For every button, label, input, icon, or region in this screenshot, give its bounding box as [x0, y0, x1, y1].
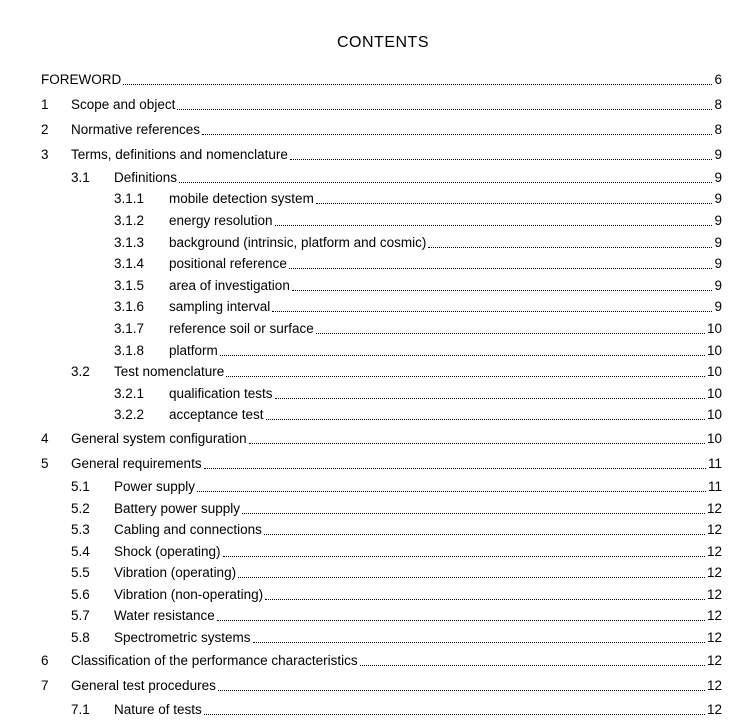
toc-entry[interactable] [41, 361, 722, 383]
toc-entry-number: 5 [41, 455, 49, 471]
toc-entry[interactable] [41, 541, 722, 563]
toc-entry-title: Water resistance [114, 608, 215, 624]
dot-leader [428, 246, 712, 248]
toc-entry-page: 10 [706, 320, 722, 336]
toc-entry-page: 9 [714, 212, 722, 228]
toc-entry[interactable] [41, 699, 722, 721]
toc-entry[interactable] [41, 563, 722, 585]
toc-entry-title: Spectrometric systems [114, 630, 251, 646]
dot-leader [218, 689, 705, 691]
dot-leader [217, 619, 705, 621]
toc-entry-number: 4 [41, 430, 49, 446]
toc-entry[interactable] [41, 232, 722, 254]
toc-entry-page: 9 [714, 277, 722, 293]
toc-entry-title: Battery power supply [114, 500, 241, 516]
toc-entry-page: 8 [714, 121, 722, 137]
toc-entry-page: 10 [706, 407, 722, 423]
toc-entry-page: 12 [706, 586, 722, 602]
toc-entry-number: 3.1.6 [114, 299, 145, 315]
toc-entry[interactable] [41, 318, 722, 340]
dot-leader [249, 442, 705, 444]
toc-entry[interactable] [41, 498, 722, 520]
toc-entry-title: Vibration (operating) [114, 565, 237, 581]
dot-leader [202, 133, 712, 135]
toc-entry[interactable] [41, 253, 722, 275]
dot-leader [264, 533, 705, 535]
dot-leader [253, 641, 705, 643]
toc-entry-number: 6 [41, 653, 49, 669]
toc-entry-title: Vibration (non-operating) [114, 586, 264, 602]
toc-entry-page: 9 [714, 191, 722, 207]
toc-entry-number: 3.1.1 [114, 191, 145, 207]
page-title: CONTENTS [337, 34, 429, 51]
toc-entry-number: 3.1.8 [114, 342, 145, 358]
dot-leader [197, 490, 706, 492]
toc-entry-title: Terms, definitions and nomenclature [71, 146, 288, 162]
toc-entry-page: 9 [714, 299, 722, 315]
toc-entry-title: background (intrinsic, platform and cosmic) [169, 234, 427, 250]
toc-entry-number: 1 [41, 96, 49, 112]
toc-entry-number: 5.7 [71, 608, 90, 624]
toc-entry-number: 5.4 [71, 543, 90, 559]
dot-leader [275, 224, 713, 226]
dot-leader [292, 289, 713, 291]
dot-leader [179, 181, 712, 183]
toc-entry-number: 5.2 [71, 500, 90, 516]
dot-leader [275, 397, 705, 399]
dot-leader [226, 375, 705, 377]
toc-entry-page: 10 [706, 364, 722, 380]
dot-leader [123, 83, 712, 85]
toc-entry-number: 3.2.1 [114, 385, 145, 401]
toc-entry-title: energy resolution [169, 212, 273, 228]
toc-entry-title: Classification of the performance characteristics [71, 653, 358, 669]
toc-entry[interactable] [41, 167, 722, 189]
toc-entry[interactable] [41, 674, 722, 699]
toc-entry[interactable] [41, 275, 722, 297]
dot-leader [316, 202, 713, 204]
toc-entry-title: Test nomenclature [114, 364, 225, 380]
toc-entry-title: positional reference [169, 256, 287, 272]
toc-entry-number: 2 [41, 121, 49, 137]
toc-entry-page: 8 [714, 96, 722, 112]
toc-entry-number: 5.1 [71, 478, 90, 494]
toc-entry-page: 9 [714, 146, 722, 162]
dot-leader [204, 713, 705, 715]
toc-entry[interactable] [41, 340, 722, 362]
toc-entry-page: 9 [714, 234, 722, 250]
toc-entry-number: 3.1.3 [114, 234, 145, 250]
toc-entry[interactable] [41, 606, 722, 628]
toc-entry-number: 3.2.2 [114, 407, 145, 423]
toc-entry[interactable] [41, 405, 722, 427]
toc-entry-number: 3.1.4 [114, 256, 145, 272]
dot-leader [266, 418, 705, 420]
dot-leader [238, 576, 705, 578]
toc-entry-page: 11 [707, 455, 722, 471]
toc-entry-title: Normative references [71, 121, 201, 137]
toc-entry-title: area of investigation [169, 277, 290, 293]
toc-entry-number: 7 [41, 678, 49, 694]
toc-entry-page: 6 [714, 71, 722, 87]
dot-leader [360, 664, 705, 666]
dot-leader [316, 332, 705, 334]
toc-entry-page: 10 [706, 430, 722, 446]
toc-entry[interactable] [41, 584, 722, 606]
toc-entry-title: platform [169, 342, 218, 358]
dot-leader [177, 108, 712, 110]
dot-leader [272, 310, 712, 312]
toc-entry-page: 12 [706, 630, 722, 646]
toc-entry-page: 12 [706, 701, 722, 717]
dot-leader [289, 267, 713, 269]
toc-entry[interactable] [41, 210, 722, 232]
table-of-contents [41, 67, 722, 720]
toc-entry-title: acceptance test [169, 407, 264, 423]
dot-leader [265, 598, 705, 600]
toc-entry-title: General requirements [71, 455, 202, 471]
toc-entry-title: FOREWORD [41, 71, 122, 87]
toc-entry[interactable] [41, 426, 722, 451]
dot-leader [204, 467, 706, 469]
toc-entry[interactable] [41, 476, 722, 498]
toc-entry-number: 5.6 [71, 586, 90, 602]
toc-entry-title: sampling interval [169, 299, 271, 315]
toc-entry[interactable] [41, 383, 722, 405]
toc-entry[interactable] [41, 92, 722, 117]
toc-entry-page: 12 [706, 500, 722, 516]
toc-entry-page: 10 [706, 342, 722, 358]
toc-entry-page: 10 [706, 385, 722, 401]
toc-entry[interactable] [41, 519, 722, 541]
toc-entry-number: 5.3 [71, 522, 90, 538]
toc-entry[interactable] [41, 189, 722, 211]
toc-entry-page: 12 [706, 543, 722, 559]
toc-entry-page: 12 [706, 608, 722, 624]
toc-entry-page: 12 [706, 522, 722, 538]
toc-entry-number: 7.1 [71, 701, 90, 717]
toc-entry-title: qualification tests [169, 385, 273, 401]
toc-entry[interactable] [41, 117, 722, 142]
toc-entry-title: Scope and object [71, 96, 176, 112]
toc-entry-number: 5.8 [71, 630, 90, 646]
toc-entry-title: General test procedures [71, 678, 216, 694]
toc-entry[interactable] [41, 297, 722, 319]
toc-entry-number: 3.2 [71, 364, 90, 380]
toc-entry-number: 3.1.2 [114, 212, 145, 228]
toc-entry-number: 3.1.5 [114, 277, 145, 293]
toc-entry[interactable] [41, 67, 722, 92]
toc-entry-title: mobile detection system [169, 191, 314, 207]
toc-entry-title: reference soil or surface [169, 320, 314, 336]
toc-entry-page: 11 [707, 478, 722, 494]
toc-entry[interactable] [41, 627, 722, 649]
toc-entry-number: 5.5 [71, 565, 90, 581]
toc-entry-title: Nature of tests [114, 701, 202, 717]
toc-entry[interactable] [41, 649, 722, 674]
dot-leader [242, 512, 705, 514]
dot-leader [223, 555, 705, 557]
toc-entry-title: General system configuration [71, 430, 247, 446]
toc-entry-page: 12 [706, 653, 722, 669]
dot-leader [290, 158, 713, 160]
toc-entry-page: 9 [714, 169, 722, 185]
toc-entry-page: 12 [706, 565, 722, 581]
dot-leader [220, 354, 705, 356]
toc-entry-title: Definitions [114, 169, 178, 185]
toc-entry[interactable] [41, 142, 722, 167]
toc-entry-title: Cabling and connections [114, 522, 262, 538]
toc-entry-page: 12 [706, 678, 722, 694]
toc-entry-number: 3 [41, 146, 49, 162]
toc-entry-title: Shock (operating) [114, 543, 221, 559]
toc-entry-title: Power supply [114, 478, 196, 494]
toc-entry[interactable] [41, 451, 722, 476]
toc-entry-number: 3.1 [71, 169, 90, 185]
toc-entry-page: 9 [714, 256, 722, 272]
toc-entry-number: 3.1.7 [114, 320, 145, 336]
